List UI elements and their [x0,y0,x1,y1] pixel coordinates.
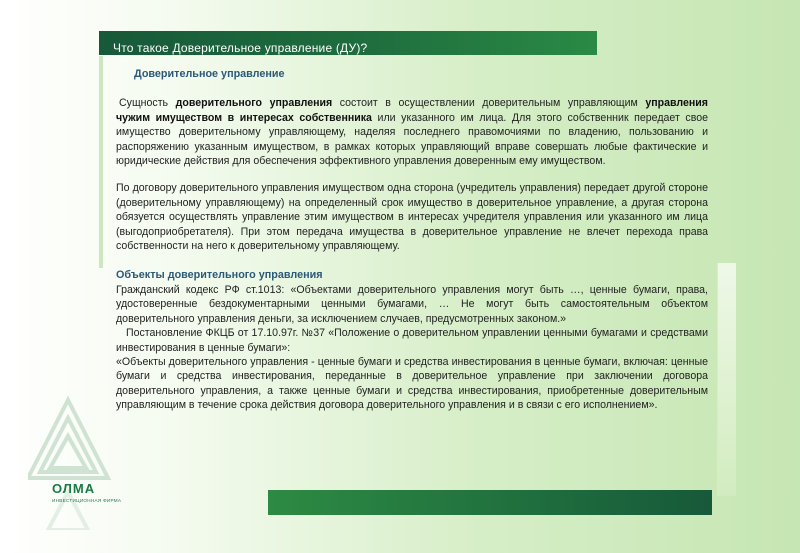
logo-tagline: ИНВЕСТИЦИОННАЯ ФИРМА [52,498,122,503]
logo-name: ОЛМА [52,481,96,496]
p1-text-3: или указанного им лица. Для этого собственник передает свое имущество доверительному управляющему, наделяя последнего правомочиями по владению, пользованию и распоряжению указанным имуществом, в рамках которых управляющий вправе совершать любые фактические и юридические действия для обеспечения эффективного управления доверенным ему имуществом. [116,111,708,168]
p1-text-1: Сущность [119,97,176,110]
p1-bold-2: управления чужим имуществом в интересах собственника [116,97,708,124]
p1-bold-1: доверительного управления [175,97,333,110]
left-accent-line [99,56,103,268]
paragraph-fkcb: Постановление ФКЦБ от 17.10.97г. №37 «Положение о доверительном управлении ценными бумагами и средствами инвестирования в ценные бумаги»: [116,327,708,354]
objects-heading: Объекты доверительного управления [116,269,323,282]
paragraph-essence [116,96,708,168]
slide-title: Что такое Доверительное управление (ДУ)? [113,41,368,55]
olma-logo-icon [28,380,138,530]
paragraph-contract: По договору доверительного управления имуществом одна сторона (учредитель управления) передает другой стороне (доверительному управляющему) на определенный срок имущество в доверительное управление, а другая сторона обязуется осуществлять управление этим имуществом в интересах учредителя управления или указанного им лица (выгодоприобретателя). При этом передача имущества в доверительное управление не влечет перехода права собственности на него к доверительному управляющему. [116,182,708,253]
right-decor-panel [717,263,736,496]
paragraph-objects-def: «Объекты доверительного управления - ценные бумаги и средства инвестирования в ценные бумаги, включая: ценные бумаги и средства инвестирования, переданные в доверительное управление при заключении договора доверительного управления, а также ценные бумаги и средства инвестирования, приобретенные доверительным управляющим в течение срока действия договора доверительного управления и в связи с его исполнением». [116,355,708,412]
section-subtitle: Доверительное управление [134,68,285,80]
slide-content [116,67,708,413]
paragraph-civil-code: Гражданский кодекс РФ ст.1013: «Объектами доверительного управления могут быть …, ценные бумаги, права, удостоверенные бездокументарными ценными бумагами, … Не могут быть самостоятельным объектом доверительного управления деньги, за исключением случаев, предусмотренных законом.» [116,283,708,325]
p1-text-2: состоит в осуществлении доверительным управляющим [332,97,646,110]
bottom-bar [268,490,712,515]
